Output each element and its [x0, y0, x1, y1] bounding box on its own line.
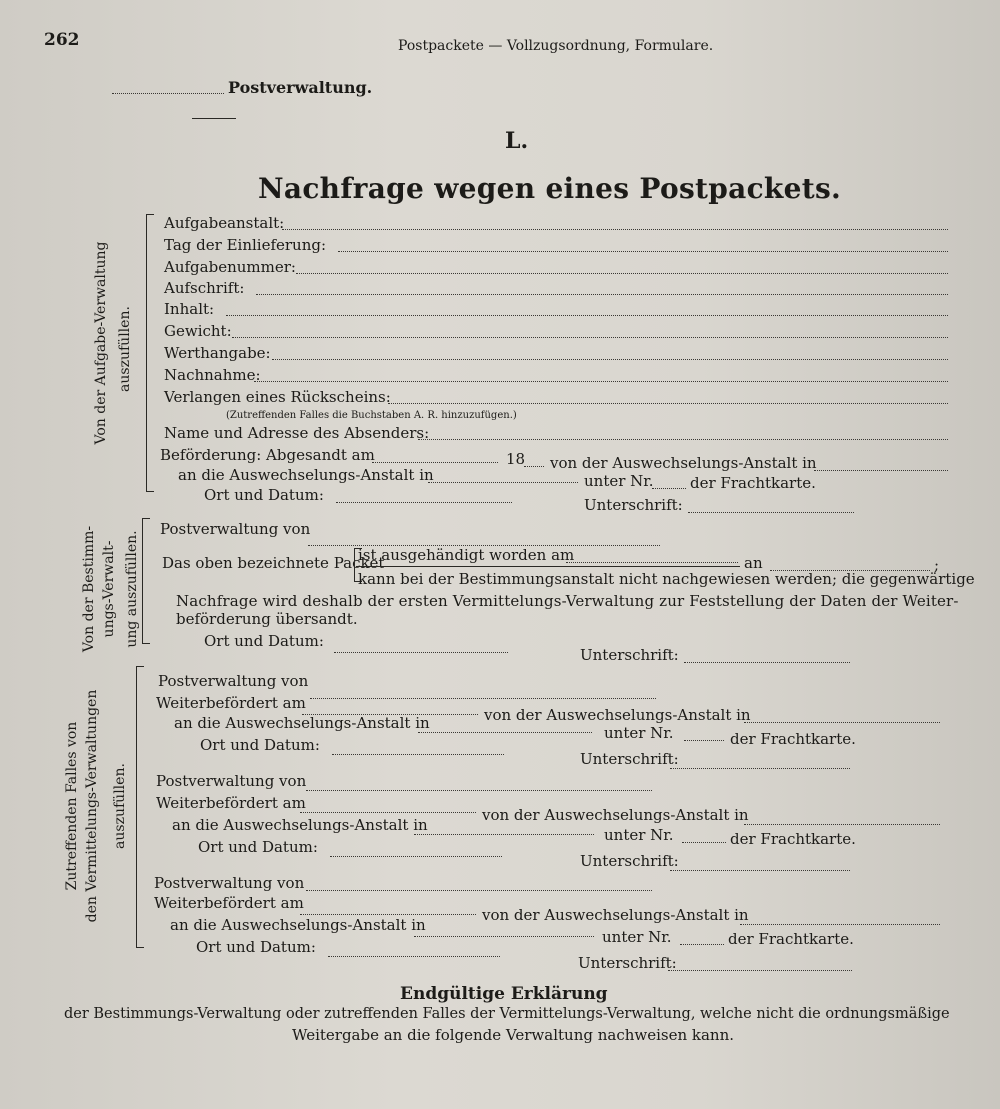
- line-absender: [418, 439, 948, 440]
- line-ort-datum: [336, 502, 512, 503]
- packet-label: Das oben bezeichnete Packet: [162, 554, 385, 572]
- option-brace: [354, 548, 355, 582]
- s3b1-line-unter-nr: [684, 740, 724, 741]
- line-einlieferung: [338, 251, 948, 252]
- section3-side-label-c: auszufüllen.: [112, 763, 128, 849]
- postverwaltung-label: Postverwaltung.: [228, 78, 373, 97]
- s3b1-line-unterschrift: [670, 768, 850, 769]
- section1-side-label-a: Von der Aufgabe-Verwaltung: [93, 241, 109, 445]
- s3b1-an-anstalt-label: an die Auswechselungs-Anstalt in: [174, 714, 430, 732]
- section2-brace: [142, 518, 143, 644]
- s3b2-line-an-anstalt: [414, 834, 594, 835]
- line-year: [524, 466, 544, 467]
- s3b1-frachtkarte-label: der Frachtkarte.: [730, 730, 856, 748]
- running-title: Postpackete — Vollzugsordnung, Formulare.: [398, 38, 714, 54]
- s3b3-unterschrift-label: Unterschrift:: [578, 954, 677, 972]
- befoerderung-uebersandt: beförderung übersandt.: [176, 610, 358, 628]
- final-heading: Endgültige Erklärung: [400, 984, 608, 1004]
- ort-datum-label: Ort und Datum:: [204, 486, 324, 504]
- von-anstalt-label: von der Auswechselungs-Anstalt in: [550, 454, 817, 472]
- s3b3-line-unterschrift: [668, 970, 852, 971]
- s3b1-ort-datum-label: Ort und Datum:: [200, 736, 320, 754]
- postverwaltung-line: [112, 93, 224, 94]
- s3b2-line-von-anstalt: [744, 824, 940, 825]
- section2-side-label-b: ungs-Verwalt-: [101, 540, 117, 638]
- s3b2-ort-datum-label: Ort und Datum:: [198, 838, 318, 856]
- field-nachnahme: Nachnahme:: [164, 366, 261, 384]
- section1-brace: [146, 214, 147, 492]
- s3b2-line-weiter: [300, 812, 476, 813]
- s3b3-weiter-label: Weiterbefördert am: [154, 894, 304, 912]
- section1-side-label-b: auszufüllen.: [117, 306, 133, 392]
- field-absender: Name und Adresse des Absenders:: [164, 424, 430, 442]
- section2-side-label-c: ung auszufüllen.: [124, 530, 140, 648]
- unterschrift-label: Unterschrift:: [584, 496, 683, 514]
- field-aufgabeanstalt: Aufgabeanstalt:: [164, 214, 285, 232]
- s2-postverwaltung-label: Postverwaltung von: [160, 520, 311, 538]
- frachtkarte-label: der Frachtkarte.: [690, 474, 816, 492]
- option-underline: [356, 566, 740, 567]
- line-rueckschein: [388, 403, 948, 404]
- line-inhalt: [226, 315, 948, 316]
- s3b2-an-anstalt-label: an die Auswechselungs-Anstalt in: [172, 816, 428, 834]
- s3b2-postverwaltung-label: Postverwaltung von: [156, 772, 307, 790]
- s3b3-an-anstalt-label: an die Auswechselungs-Anstalt in: [170, 916, 426, 934]
- s3b2-von-anstalt-label: von der Auswechselungs-Anstalt in: [482, 806, 749, 824]
- befoerderung-label: Beförderung: Abgesandt am: [160, 446, 375, 464]
- s3b1-von-anstalt-label: von der Auswechselungs-Anstalt in: [484, 706, 751, 724]
- s3b3-unter-nr-label: unter Nr.: [602, 928, 672, 946]
- form-letter: L.: [505, 128, 529, 154]
- s3b1-unterschrift-label: Unterschrift:: [580, 750, 679, 768]
- s3b1-line-postverwaltung: [310, 698, 656, 699]
- section3-brace: [136, 666, 137, 948]
- field-einlieferung: Tag der Einlieferung:: [164, 236, 327, 254]
- s2-ort-datum-label: Ort und Datum:: [204, 632, 324, 650]
- s3b1-line-ort-datum: [332, 754, 504, 755]
- line-aufschrift: [256, 294, 948, 295]
- line-abgesandt: [372, 462, 498, 463]
- option-ausgehaendigt: ist ausgehändigt worden am: [358, 546, 575, 564]
- line-aufgabenummer: [296, 273, 948, 274]
- semicolon: ;: [934, 556, 940, 574]
- page-number: 262: [44, 30, 80, 50]
- line-ausgehaendigt: [566, 562, 738, 563]
- short-rule: [192, 118, 236, 119]
- page-title: Nachfrage wegen eines Postpackets.: [258, 172, 842, 205]
- rueckschein-note: (Zutreffenden Falles die Buchstaben A. R. hinzuzufügen.): [226, 410, 517, 421]
- s3b2-unterschrift-label: Unterschrift:: [580, 852, 679, 870]
- s3b3-von-anstalt-label: von der Auswechselungs-Anstalt in: [482, 906, 749, 924]
- s2-unterschrift-label: Unterschrift:: [580, 646, 679, 664]
- section3-side-label-b: den Vermittelungs-Verwaltungen: [84, 689, 100, 923]
- section2-side-label-a: Von der Bestimm-: [81, 525, 97, 653]
- s3b2-unter-nr-label: unter Nr.: [604, 826, 674, 844]
- s3b1-weiter-label: Weiterbefördert am: [156, 694, 306, 712]
- an-label: an: [744, 554, 763, 572]
- an-anstalt-label: an die Auswechselungs-Anstalt in: [178, 466, 434, 484]
- unter-nr-label: unter Nr.: [584, 472, 654, 490]
- line-nachnahme: [254, 381, 948, 382]
- line-unterschrift: [688, 512, 854, 513]
- s3b2-line-ort-datum: [330, 856, 502, 857]
- field-rueckschein: Verlangen eines Rückscheins:: [164, 388, 391, 406]
- s2-line-unterschrift: [684, 662, 850, 663]
- s3b3-line-postverwaltung: [306, 890, 652, 891]
- field-inhalt: Inhalt:: [164, 300, 215, 318]
- s3b2-line-unterschrift: [670, 870, 850, 871]
- s3b2-line-unter-nr: [682, 842, 726, 843]
- section3-side-label-a: Zutreffenden Falles von: [64, 721, 80, 891]
- s3b1-line-von-anstalt: [744, 722, 940, 723]
- s3b3-line-weiter: [300, 914, 476, 915]
- field-aufgabenummer: Aufgabenummer:: [164, 258, 296, 276]
- line-an-anstalt: [428, 482, 578, 483]
- s3b1-postverwaltung-label: Postverwaltung von: [158, 672, 309, 690]
- s3b3-line-an-anstalt: [414, 936, 594, 937]
- line-aufgabeanstalt: [282, 229, 948, 230]
- field-gewicht: Gewicht:: [164, 322, 232, 340]
- s3b3-postverwaltung-label: Postverwaltung von: [154, 874, 305, 892]
- s3b1-unter-nr-label: unter Nr.: [604, 724, 674, 742]
- line-gewicht: [232, 337, 948, 338]
- s3b3-line-von-anstalt: [740, 924, 940, 925]
- line-werthangabe: [272, 359, 948, 360]
- field-werthangabe: Werthangabe:: [164, 344, 271, 362]
- year-label: 18: [506, 450, 526, 468]
- s3b3-ort-datum-label: Ort und Datum:: [196, 938, 316, 956]
- s3b2-weiter-label: Weiterbefördert am: [156, 794, 306, 812]
- s3b2-line-postverwaltung: [306, 790, 652, 791]
- line-von-anstalt: [814, 470, 948, 471]
- final-line-1: der Bestimmungs-Verwaltung oder zutreffenden Falles der Vermittelungs-Verwaltung, welche nicht die ordnungsmäßige: [64, 1006, 950, 1022]
- s3b1-line-an-anstalt: [418, 732, 592, 733]
- final-line-2: Weitergabe an die folgende Verwaltung nachweisen kann.: [292, 1026, 735, 1044]
- nachfrage-line: Nachfrage wird deshalb der ersten Vermittelungs-Verwaltung zur Feststellung der Daten der Weiter-: [176, 592, 959, 610]
- option-nicht-nachgewiesen: kann bei der Bestimmungsanstalt nicht nachgewiesen werden; die gegenwärtige: [358, 570, 975, 588]
- line-unter-nr: [652, 488, 686, 489]
- s3b3-line-unter-nr: [680, 944, 724, 945]
- s2-line-ort-datum: [334, 652, 508, 653]
- field-aufschrift: Aufschrift:: [164, 279, 245, 297]
- s3b3-frachtkarte-label: der Frachtkarte.: [728, 930, 854, 948]
- s3b3-line-ort-datum: [328, 956, 500, 957]
- s3b2-frachtkarte-label: der Frachtkarte.: [730, 830, 856, 848]
